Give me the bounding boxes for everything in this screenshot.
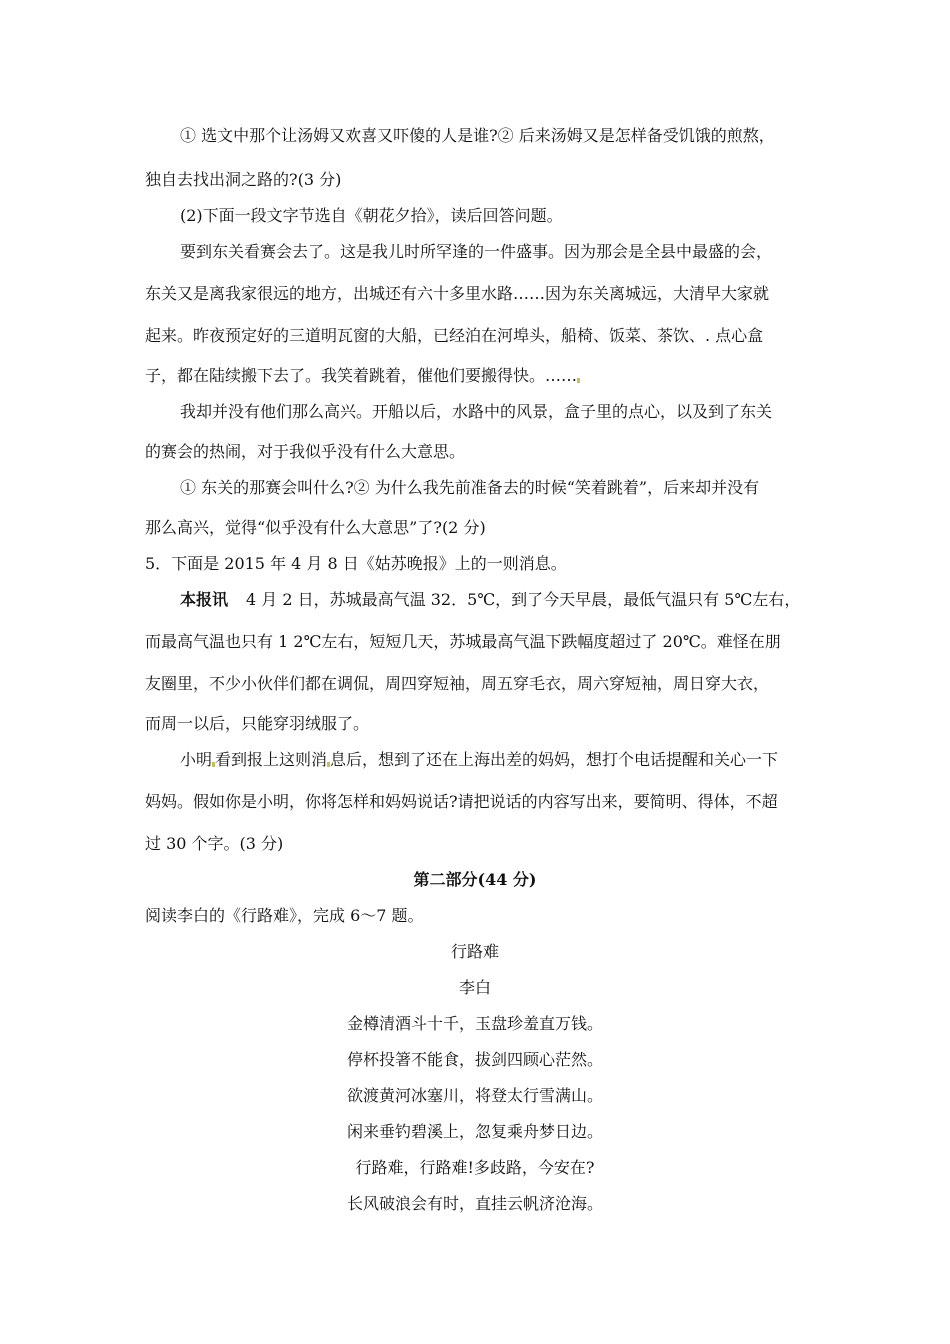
passage-p1-line4 xyxy=(145,366,580,386)
news-line2: 而最高气温也只有 1 2℃左右，短短几天，苏城最高气温下跌幅度超过了 20℃。难怪在朋 xyxy=(145,632,781,651)
q5-task-line1 xyxy=(180,750,778,770)
q5-task-line1-c: 息后，想到了还在上海出差的妈妈，想打个电话提醒和关心一下 xyxy=(330,750,779,769)
scan-mark xyxy=(577,378,580,383)
passage-p1-line2: 东关又是离我家很远的地方，出城还有六十多里水路……因为东关离城远，大清早大家就 xyxy=(145,284,770,303)
q4-sub2-question-line2: 那么高兴，觉得“似乎没有什么大意思”了?(2 分) xyxy=(145,518,486,537)
passage-p2-line2: 的赛会的热闹，对于我似乎没有什么大意思。 xyxy=(145,442,466,461)
news-line3: 友圈里，不少小伙伴们都在调侃，周四穿短袖，周五穿毛衣，周六穿短袖，周日穿大衣， xyxy=(145,674,770,693)
passage-p1-line4-text: 子，都在陆续搬下去了。我笑着跳着，催他们要搬得快。…… xyxy=(145,366,578,385)
poem-line-6: 长风破浪会有时，直挂云帆济沧海。 xyxy=(346,1194,603,1213)
q5-task-line3: 过 30 个字。(3 分) xyxy=(145,834,284,853)
q5-task-line2: 妈妈。假如你是小明，你将怎样和妈妈说话?请把说话的内容写出来，要简明、得体，不超 xyxy=(145,792,778,811)
q5-stem: 5．下面是 2015 年 4 月 8 日《姑苏晚报》上的一则消息。 xyxy=(145,554,567,573)
q4-sub2-intro: (2)下面一段文字节选自《朝花夕拾》，读后回答问题。 xyxy=(180,206,563,225)
poem-line-5: 行路难，行路难!多歧路，今安在? xyxy=(355,1158,595,1177)
part2-heading: 第二部分(44 分) xyxy=(413,870,537,889)
news-line1 xyxy=(180,590,800,610)
poem-line-2: 停杯投箸不能食，拔剑四顾心茫然。 xyxy=(346,1050,603,1069)
passage-p1-line1: 要到东关看赛会去了。这是我儿时所罕逢的一件盛事。因为那会是全县中最盛的会， xyxy=(180,242,773,261)
q5-task-line1-a: 小明 xyxy=(180,750,213,769)
q4-sub1-line2: 独自去找出洞之路的?(3 分) xyxy=(145,170,342,189)
passage-p1-line3: 起来。昨夜预定好的三道明瓦窗的大船，已经泊在河埠头，船椅、饭菜、茶饮、. 点心盒 xyxy=(145,326,764,345)
poem-line-1: 金樽清酒斗十千，玉盘珍羞直万钱。 xyxy=(346,1014,603,1033)
news-line1-text: 4 月 2 日，苏城最高气温 32．5℃，到了今天早晨，最低气温只有 5℃左右， xyxy=(246,590,801,609)
poem-line-3: 欲渡黄河冰塞川，将登太行雪满山。 xyxy=(346,1086,603,1105)
q5-task-line1-b: 看到报上这则消 xyxy=(215,750,328,769)
q4-sub1-line1: ① 选文中那个让汤姆又欢喜又吓傻的人是谁?② 后来汤姆又是怎样备受饥饿的煎熬， xyxy=(180,126,775,145)
poem-author: 李白 xyxy=(458,978,491,997)
news-lead: 本报讯 xyxy=(180,590,229,609)
poem-line-4: 闲来垂钓碧溪上，忽复乘舟梦日边。 xyxy=(346,1122,603,1141)
passage-p2-line1: 我却并没有他们那么高兴。开船以后，水路中的风景，盒子里的点心，以及到了东关 xyxy=(180,402,773,421)
news-line4: 而周一以后，只能穿羽绒服了。 xyxy=(145,714,370,733)
q4-sub2-question-line1: ① 东关的那赛会叫什么?② 为什么我先前准备去的时候“笑着跳着”，后来却并没有 xyxy=(180,478,760,497)
part2-instruction: 阅读李白的《行路难》，完成 6～7 题。 xyxy=(145,906,424,925)
poem-title: 行路难 xyxy=(450,942,499,961)
